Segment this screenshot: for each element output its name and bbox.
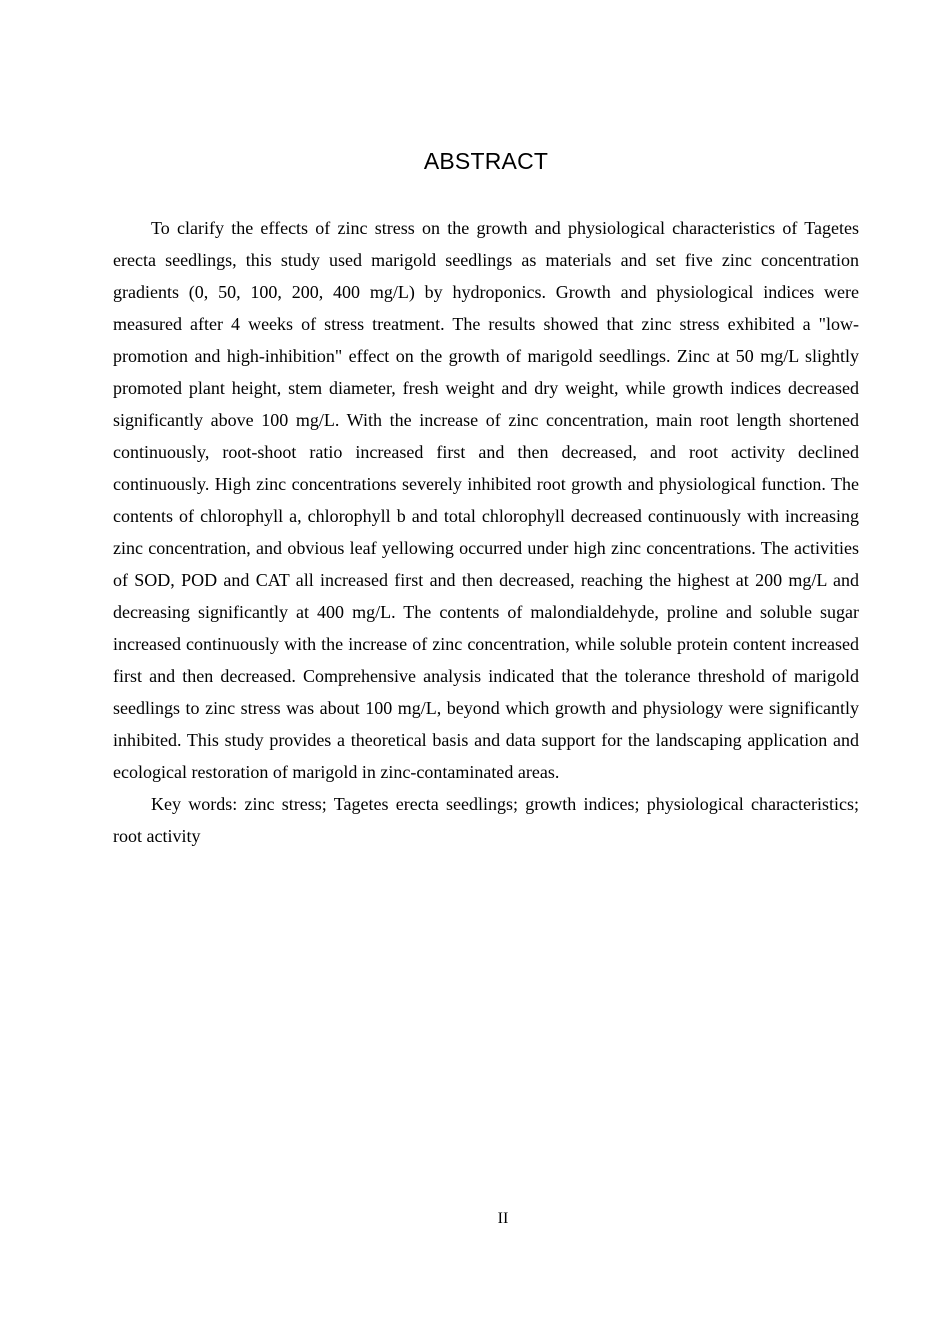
- keywords-paragraph: Key words: zinc stress; Tagetes erecta seedlings; growth indices; physiological characteristics; root activity: [113, 794, 859, 846]
- abstract-paragraph: To clarify the effects of zinc stress on the growth and physiological characteristics of Tagetes erecta seedlings, this study used marigold seedlings as materials and set five zinc concentration gradients (0, 50, 100, 200, 400 mg/L) by hydroponics. Growth and physiological indices were measured after 4 weeks of stress treatment. The results showed that zinc stress exhibited a "low-promotion and high-inhibition" effect on the growth of marigold seedlings. Zinc at 50 mg/L slightly promoted plant height, stem diameter, fresh weight and dry weight, while growth indices decreased significantly above 100 mg/L. With the increase of zinc concentration, main root length shortened continuously, root-shoot ratio increased first and then decreased, and root activity declined continuously. High zinc concentrations severely inhibited root growth and physiological function. The contents of chlorophyll a, chlorophyll b and total chlorophyll decreased continuously with increasing zinc concentration, and obvious leaf yellowing occurred under high zinc concentrations. The activities of SOD, POD and CAT all increased first and then decreased, reaching the highest at 200 mg/L and decreasing significantly at 400 mg/L. The contents of malondialdehyde, proline and soluble sugar increased continuously with the increase of zinc concentration, while soluble protein content increased first and then decreased. Comprehensive analysis indicated that the tolerance threshold of marigold seedlings to zinc stress was about 100 mg/L, beyond which growth and physiology were significantly inhibited. This study provides a theoretical basis and data support for the landscaping application and ecological restoration of marigold in zinc-contaminated areas.: [113, 218, 859, 782]
- abstract-title: ABSTRACT: [423, 148, 549, 174]
- abstract-body: [113, 212, 859, 852]
- page-number: II: [497, 1210, 509, 1227]
